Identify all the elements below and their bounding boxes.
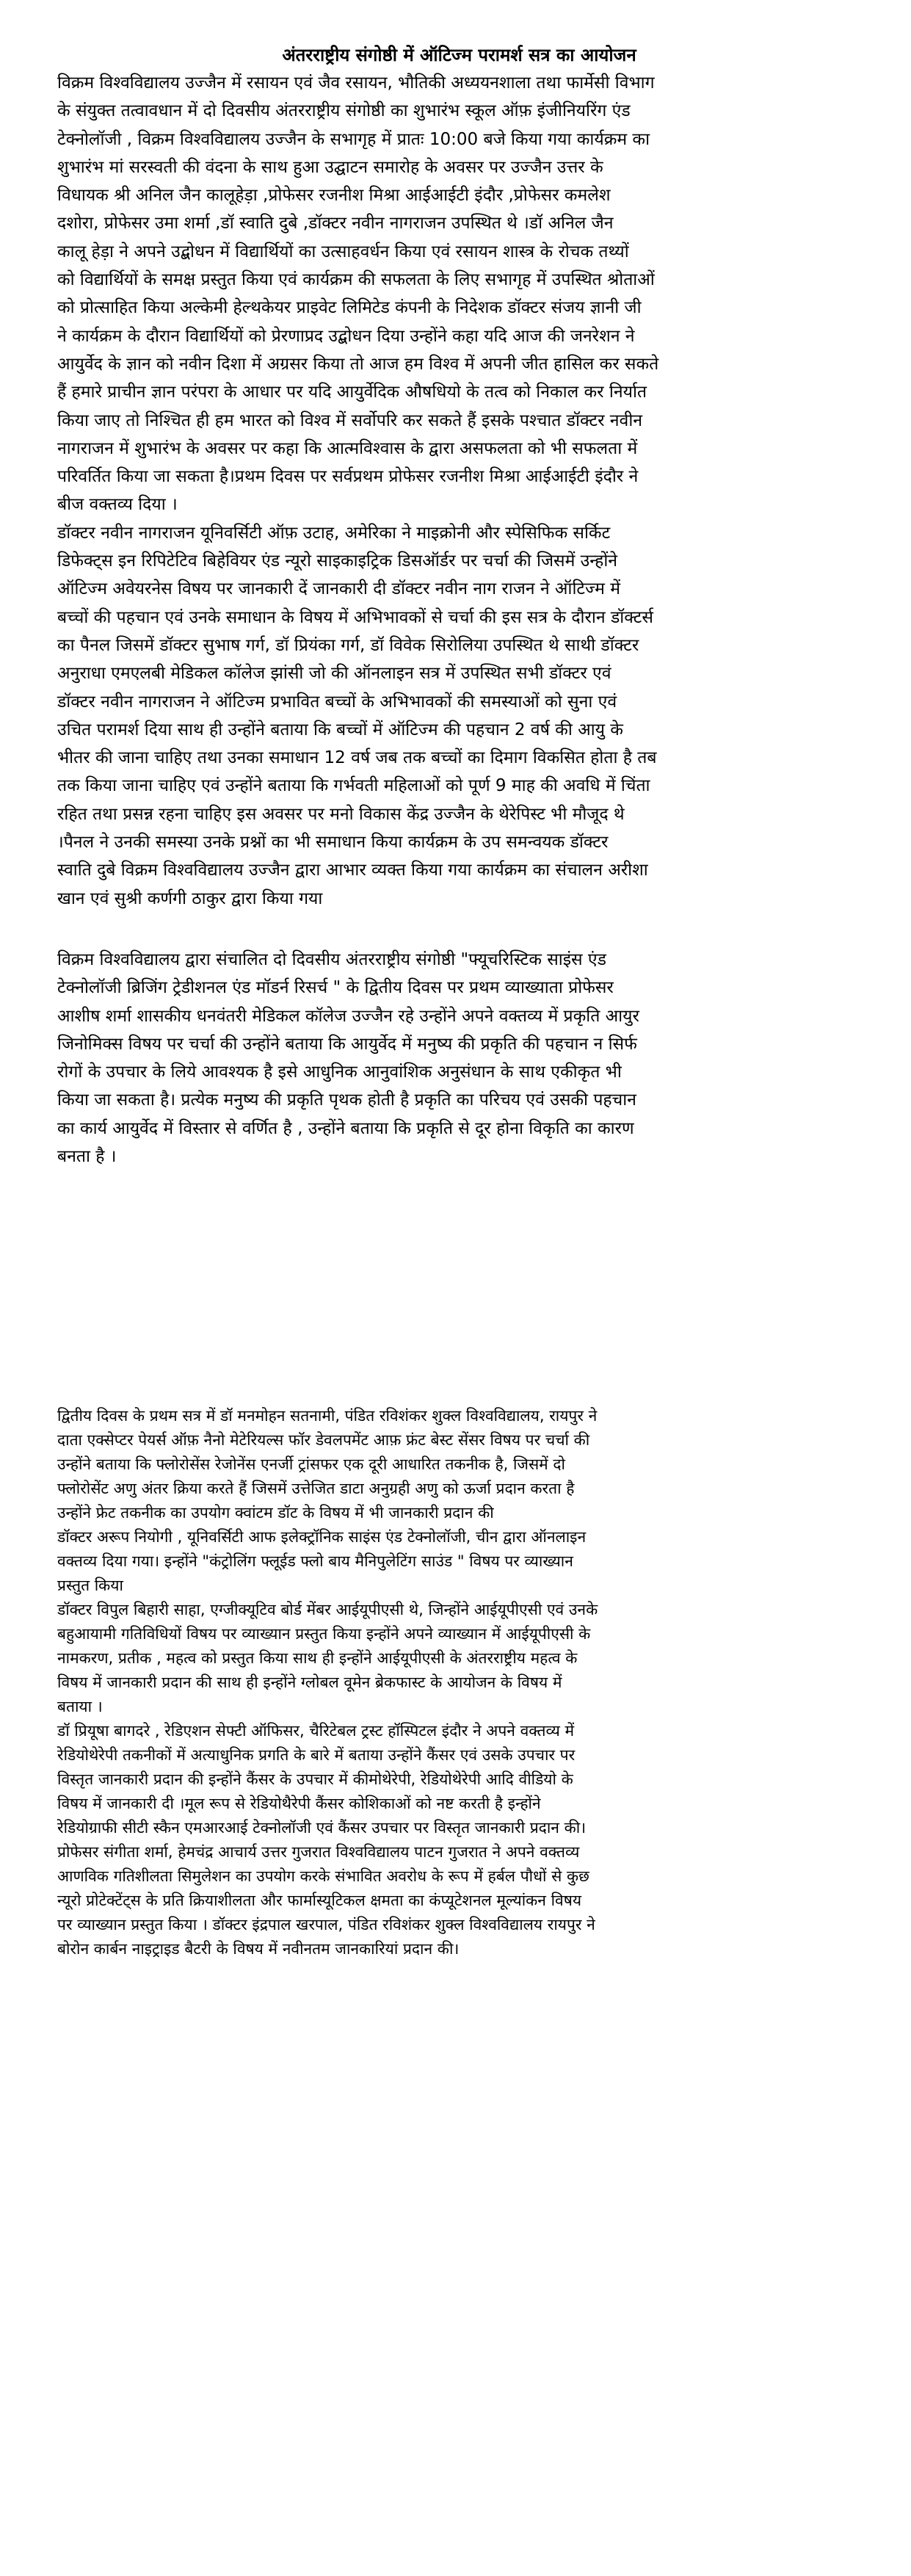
text-line: पर व्याख्यान प्रस्तुत किया । डॉक्टर इंद्रपाल खरपाल, पंडित रविशंकर शुक्ल विश्वविद्यालय रायपुर ने: [57, 1916, 595, 1934]
text-line: प्रोफेसर संगीता शर्मा, हेमचंद्र आचार्य उत्तर गुजरात विश्वविद्यालय पाटन गुजरात ने अपने वक्तव्य: [57, 1843, 580, 1862]
text-line: परिवर्तित किया जा सकता है।प्रथम दिवस पर सर्वप्रथम प्रोफेसर रजनीश मिश्रा आईआईटी इंदौर ने: [57, 467, 639, 487]
text-line: विषय में जानकारी प्रदान की साथ ही इन्होंने ग्लोबल वूमेन ब्रेकफास्ट के आयोजन के विषय में: [57, 1674, 562, 1692]
text-line: को प्रोत्साहित किया अल्केमी हेल्थकेयर प्राइवेट लिमिटेड कंपनी के निदेशक डॉक्टर संजय ज्ञानी जी: [57, 298, 642, 318]
text-line: के संयुक्त तत्वावधान में दो दिवसीय अंतरराष्ट्रीय संगोष्ठी का शुभारंभ स्कूल ऑफ़ इंजीनियरिंग एंड: [57, 101, 631, 121]
text-line: खान एवं सुश्री कर्णगी ठाकुर द्वारा किया गया: [57, 889, 323, 908]
text-line: बहुआयामी गतिविधियों विषय पर व्याख्यान प्रस्तुत किया इन्होंने अपने व्याख्यान में आईयूपीएसी के: [57, 1625, 591, 1643]
paragraph-block-seminar-day1: [57, 69, 861, 913]
text-line: टेक्नोलॉजी ब्रिजिंग ट्रेडीशनल एंड मॉडर्न रिसर्च " के द्वितीय दिवस पर प्रथम व्याख्याता प्रोफेसर: [57, 978, 614, 998]
text-line: न्यूरो प्रोटेक्टेंट्स के प्रति क्रियाशीलता और फार्मास्यूटिकल क्षमता का कंप्यूटेशनल मूल्यांकन विषय: [57, 1892, 582, 1910]
text-line: कालू हेड़ा ने अपने उद्बोधन में विद्यार्थियों का उत्साहवर्धन किया एवं रसायन शास्त्र के रोचक तथ्यों: [57, 242, 629, 261]
text-line: फ्लोरोसेंट अणु अंतर क्रिया करते हैं जिसमें उत्तेजित डाटा अनुग्रही अणु को ऊर्जा प्रदान करता है: [57, 1480, 575, 1498]
text-line: बच्चों की पहचान एवं उनके समाधान के विषय में अभिभावकों से चर्चा की इस सत्र के दौरान डॉक्टर्स: [57, 607, 653, 627]
text-line: प्रस्तुत किया: [57, 1577, 123, 1595]
text-line: डॉ प्रियूषा बागदरे , रेडिएशन सेफ्टी ऑफिसर, चैरिटेबल ट्रस्ट हॉस्पिटल इंदौर ने अपने वक्तव्य में: [57, 1722, 575, 1740]
text-line: को विद्यार्थियों के समक्ष प्रस्तुत किया एवं कार्यक्रम की सफलता के लिए सभागृह में उपस्थित श्रोताओं: [57, 270, 655, 290]
text-line: उन्होंने फ्रेट तकनीक का उपयोग क्वांटम डॉट के विषय में भी जानकारी प्रदान की: [57, 1504, 494, 1522]
paragraph-block-day2-sessions: [57, 1404, 861, 1961]
text-line: टेक्नोलॉजी , विक्रम विश्वविद्यालय उज्जैन के सभागृह में प्रातः 10:00 बजे किया गया कार्यक्रम का: [57, 129, 650, 149]
text-line: डॉक्टर नवीन नागराजन ने ऑटिज्म प्रभावित बच्चों के अभिभावकों की समस्याओं को सुना एवं: [57, 692, 617, 712]
text-line: किया जा सकता है। प्रत्येक मनुष्य की प्रकृति पृथक होती है प्रकृति का परिचय एवं उसकी पहचान: [57, 1090, 636, 1110]
document-title: अंतरराष्ट्रीय संगोष्ठी में ऑटिज्म परामर्श सत्र का आयोजन: [282, 45, 636, 65]
text-line: उचित परामर्श दिया साथ ही उन्होंने बताया कि बच्चों में ऑटिज्म की पहचान 2 वर्ष की आयु के: [57, 720, 623, 739]
text-line: बोरोन कार्बन नाइट्राइड बैटरी के विषय में नवीनतम जानकारियां प्रदान की।: [57, 1940, 460, 1958]
text-line: नागराजन में शुभारंभ के अवसर पर कहा कि आत्मविश्वास के द्वारा असफलता को भी सफलता में: [57, 438, 638, 458]
text-line: आणविक गतिशीलता सिमुलेशन का उपयोग करके संभावित अवरोध के रूप में हर्बल पौधों से कुछ: [57, 1867, 589, 1886]
text-line: आशीष शर्मा शासकीय धनवंतरी मेडिकल कॉलेज उज्जैन रहे उन्होंने अपने वक्तव्य में प्रकृति आयुर: [57, 1006, 639, 1026]
text-line: डॉक्टर अरूप नियोगी , यूनिवर्सिटी आफ इलेक्ट्रॉनिक साइंस एंड टेक्नोलॉजी, चीन द्वारा ऑनलाइन: [57, 1528, 587, 1546]
text-line: विषय में जानकारी दी ।मूल रूप से रेडियोथैरेपी कैंसर कोशिकाओं को नष्ट करती है इन्होंने: [57, 1795, 541, 1813]
text-line: रोगों के उपचार के लिये आवश्यक है इसे आधुनिक आनुवांशिक अनुसंधान के साथ एकीकृत भी: [57, 1063, 622, 1082]
text-line: द्वितीय दिवस के प्रथम सत्र में डॉ मनमोहन सतनामी, पंडित रविशंकर शुक्ल विश्वविद्यालय, रायपुर ने: [57, 1407, 598, 1425]
text-line: बनता है ।: [57, 1146, 117, 1166]
text-line: जिनोमिक्स विषय पर चर्चा की उन्होंने बताया कि आयुर्वेद में मनुष्य की प्रकृति की पहचान न सिर्फ: [57, 1034, 637, 1054]
text-line: ।पैनल ने उनकी समस्या उनके प्रश्नों का भी समाधान किया कार्यक्रम के उप समन्वयक डॉक्टर: [57, 833, 609, 853]
text-line: आयुर्वेद के ज्ञान को नवीन दिशा में अग्रसर किया तो आज हम विश्व में अपनी जीत हासिल कर सकते: [57, 354, 659, 374]
text-line: भीतर की जाना चाहिए तथा उनका समाधान 12 वर्ष जब तक बच्चों का दिमाग विकसित होता है तब: [57, 748, 657, 768]
text-line: हैं हमारे प्राचीन ज्ञान परंपरा के आधार पर यदि आयुर्वेदिक औषधियो के तत्व को निकाल कर निर्यात: [57, 383, 647, 402]
text-line: वक्तव्य दिया गया। इन्होंने "कंट्रोलिंग फ्लूईड फ्लो बाय मैनिपुलेटिंग साउंड " विषय पर व्याख्यान: [57, 1552, 573, 1571]
text-line: विक्रम विश्वविद्यालय द्वारा संचालित दो दिवसीय अंतरराष्ट्रीय संगोष्ठी "फ्यूचरिस्टिक साइंस एंड: [57, 949, 606, 969]
text-line: डिफेक्ट्स इन रिपिटेटिव बिहेवियर एंड न्यूरो साइकाइट्रिक डिसऑर्डर पर चर्चा की जिसमें उन्होंने: [57, 551, 618, 571]
text-line: रहित तथा प्रसन्न रहना चाहिए इस अवसर पर मनो विकास केंद्र उज्जैन के थेरेपिस्ट भी मौजूद थे: [57, 804, 625, 824]
text-line: तक किया जाना चाहिए एवं उन्होंने बताया कि गर्भवती महिलाओं को पूर्ण 9 माह की अवधि में चिंता: [57, 776, 650, 796]
text-line: ऑटिज्म अवेयरनेस विषय पर जानकारी दें जानकारी दी डॉक्टर नवीन नाग राजन ने ऑटिज्म में: [57, 579, 620, 599]
text-line: डॉक्टर नवीन नागराजन यूनिवर्सिटी ऑफ़ उटाह, अमेरिका ने माइक्रोनी और स्पेसिफिक सर्किट: [57, 523, 611, 543]
text-line: रेडियोग्राफी सीटी स्कैन एमआरआई टेक्नोलॉजी एवं कैंसर उपचार पर विस्तृत जानकारी प्रदान की।: [57, 1819, 587, 1837]
text-line: विस्तृत जानकारी प्रदान की इन्होंने कैंसर के उपचार में कीमोथेरेपी, रेडियोथेरेपी आदि वीडियो के: [57, 1770, 573, 1789]
paragraph-block-day2-intro: [57, 946, 861, 1171]
text-line: नामकरण, प्रतीक , महत्व को प्रस्तुत किया साथ ही इन्होंने आईयूपीएसी के अंतरराष्ट्रीय महत्व के: [57, 1649, 578, 1668]
text-line: स्वाति दुबे विक्रम विश्वविद्यालय उज्जैन द्वारा आभार व्यक्त किया गया कार्यक्रम का संचालन अरीशा: [57, 861, 648, 880]
text-line: दशोरा, प्रोफेसर उमा शर्मा ,डॉ स्वाति दुबे ,डॉक्टर नवीन नागराजन उपस्थित थे ।डॉ अनिल जैन: [57, 214, 614, 234]
text-line: रेडियोथेरेपी तकनीकों में अत्याधुनिक प्रगति के बारे में बताया उन्होंने कैंसर एवं उसके उपचार पर: [57, 1746, 576, 1765]
text-line: बताया ।: [57, 1698, 103, 1716]
text-line: दाता एक्सेप्टर पेयर्स ऑफ़ नैनो मेटेरियल्स फॉर डेवलपमेंट आफ़ फ्रंट बेस्ट सेंसर विषय पर चर्चा की: [57, 1431, 590, 1450]
text-line: उन्होंने बताया कि फ्लोरोसेंस रेजोनेंस एनर्जी ट्रांसफर एक दूरी आधारित तकनीक है, जिसमें दो: [57, 1455, 565, 1474]
text-line: किया जाए तो निश्चित ही हम भारत को विश्व में सर्वोपरि कर सकते हैं इसके पश्चात डॉक्टर नवीन: [57, 410, 643, 430]
text-line: ने कार्यक्रम के दौरान विद्यार्थियों को प्रेरणाप्रद उद्बोधन दिया उन्होंने कहा यदि आज की जनरेशन ने: [57, 326, 635, 346]
text-line: बीज वक्तव्य दिया ।: [57, 495, 178, 515]
text-line: डॉक्टर विपुल बिहारी साहा, एग्जीक्यूटिव बोर्ड मेंबर आईयूपीएसी थे, जिन्होंने आईयूपीएसी एवं उनके: [57, 1601, 598, 1619]
text-line: विधायक श्री अनिल जैन कालूहेड़ा ,प्रोफेसर रजनीश मिश्रा आईआईटी इंदौर ,प्रोफेसर कमलेश: [57, 186, 611, 206]
text-line: का कार्य आयुर्वेद में विस्तार से वर्णित है , उन्होंने बताया कि प्रकृति से दूर होना विकृति का कारण: [57, 1118, 634, 1138]
text-line: का पैनल जिसमें डॉक्टर सुभाष गर्ग, डॉ प्रियंका गर्ग, डॉ विवेक सिरोलिया उपस्थित थे साथी डॉक्टर: [57, 635, 639, 655]
text-line: अनुराधा एमएलबी मेडिकल कॉलेज झांसी जो की ऑनलाइन सत्र में उपस्थित सभी डॉक्टर एवं: [57, 664, 611, 684]
text-line: शुभारंभ मां सरस्वती की वंदना के साथ हुआ उद्घाटन समारोह के अवसर पर उज्जैन उत्तर के: [57, 157, 603, 177]
text-line: विक्रम विश्वविद्यालय उज्जैन में रसायन एवं जैव रसायन, भौतिकी अध्ययनशाला तथा फार्मेसी विभाग: [57, 73, 655, 93]
